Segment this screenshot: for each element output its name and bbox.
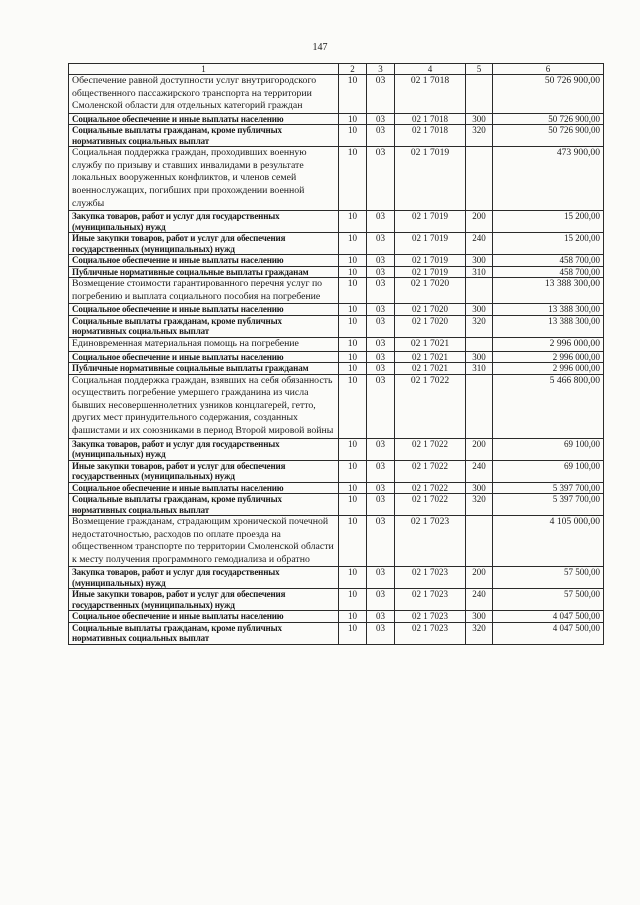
- expense-type-cell: 300: [466, 255, 493, 267]
- subsection-code-cell: 03: [367, 337, 395, 351]
- subsection-code-cell: 03: [367, 278, 395, 304]
- target-article-cell: 02 1 7020: [395, 278, 466, 304]
- subsection-code-cell: 03: [367, 351, 395, 363]
- subsection-code-cell: 03: [367, 266, 395, 278]
- amount-cell: 15 200,00: [493, 211, 604, 233]
- table-row: [69, 460, 604, 482]
- table-header-row: [69, 64, 604, 75]
- table-row: [69, 211, 604, 233]
- column-header: 6: [493, 64, 604, 75]
- subsection-code-cell: 03: [367, 315, 395, 337]
- section-code-cell: 10: [339, 337, 367, 351]
- target-article-cell: 02 1 7022: [395, 460, 466, 482]
- table-row: [69, 438, 604, 460]
- expense-type-cell: 200: [466, 211, 493, 233]
- row-name-cell: Социальная поддержка граждан, взявших на себя обязанность осуществить погребение умершего гражданина из числа бывших несовершеннолетних узников концлагерей, гетто, других мест принудительного содержания, созданных фашистами и их союзниками в период Второй мировой войны: [69, 374, 339, 438]
- expense-type-cell: [466, 147, 493, 211]
- section-code-cell: 10: [339, 460, 367, 482]
- section-code-cell: 10: [339, 622, 367, 644]
- amount-cell: 50 726 900,00: [493, 75, 604, 114]
- amount-cell: 57 500,00: [493, 589, 604, 611]
- target-article-cell: 02 1 7021: [395, 351, 466, 363]
- table-row: [69, 622, 604, 644]
- amount-cell: 2 996 000,00: [493, 363, 604, 375]
- section-code-cell: 10: [339, 494, 367, 516]
- section-code-cell: 10: [339, 125, 367, 147]
- section-code-cell: 10: [339, 255, 367, 267]
- table-row: [69, 147, 604, 211]
- target-article-cell: 02 1 7023: [395, 589, 466, 611]
- row-name-cell: Закупка товаров, работ и услуг для государственных (муниципальных) нужд: [69, 211, 339, 233]
- amount-cell: 4 047 500,00: [493, 611, 604, 623]
- section-code-cell: 10: [339, 438, 367, 460]
- amount-cell: 50 726 900,00: [493, 113, 604, 125]
- page-number: 147: [312, 42, 328, 53]
- section-code-cell: 10: [339, 374, 367, 438]
- subsection-code-cell: 03: [367, 494, 395, 516]
- row-name-cell: Возмещение гражданам, страдающим хронической почечной недостаточностью, расходов по оплате проезда на общественном транспорте по территории Смоленской области к месту получения программного гемодиализа и обратно: [69, 516, 339, 567]
- row-name-cell: Социальные выплаты гражданам, кроме публичных нормативных социальных выплат: [69, 125, 339, 147]
- expense-type-cell: [466, 337, 493, 351]
- subsection-code-cell: 03: [367, 482, 395, 494]
- expense-type-cell: 300: [466, 304, 493, 316]
- table-row: [69, 255, 604, 267]
- table-row: [69, 351, 604, 363]
- amount-cell: 458 700,00: [493, 255, 604, 267]
- expense-type-cell: 300: [466, 482, 493, 494]
- amount-cell: 13 388 300,00: [493, 304, 604, 316]
- table-row: [69, 266, 604, 278]
- table-row: [69, 113, 604, 125]
- budget-table: [68, 63, 604, 645]
- amount-cell: 2 996 000,00: [493, 351, 604, 363]
- amount-cell: 458 700,00: [493, 266, 604, 278]
- table-row: [69, 589, 604, 611]
- table-row: [69, 315, 604, 337]
- target-article-cell: 02 1 7018: [395, 125, 466, 147]
- expense-type-cell: 240: [466, 460, 493, 482]
- target-article-cell: 02 1 7022: [395, 374, 466, 438]
- subsection-code-cell: 03: [367, 147, 395, 211]
- amount-cell: 50 726 900,00: [493, 125, 604, 147]
- row-name-cell: Закупка товаров, работ и услуг для государственных (муниципальных) нужд: [69, 438, 339, 460]
- section-code-cell: 10: [339, 482, 367, 494]
- row-name-cell: Закупка товаров, работ и услуг для государственных (муниципальных) нужд: [69, 567, 339, 589]
- expense-type-cell: [466, 516, 493, 567]
- expense-type-cell: 310: [466, 266, 493, 278]
- row-name-cell: Иные закупки товаров, работ и услуг для обеспечения государственных (муниципальных) нужд: [69, 589, 339, 611]
- column-header: 2: [339, 64, 367, 75]
- expense-type-cell: 300: [466, 113, 493, 125]
- amount-cell: 69 100,00: [493, 460, 604, 482]
- row-name-cell: Социальное обеспечение и иные выплаты населению: [69, 351, 339, 363]
- row-name-cell: Единовременная материальная помощь на погребение: [69, 337, 339, 351]
- section-code-cell: 10: [339, 233, 367, 255]
- target-article-cell: 02 1 7023: [395, 622, 466, 644]
- row-name-cell: Социальные выплаты гражданам, кроме публичных нормативных социальных выплат: [69, 315, 339, 337]
- row-name-cell: Социальное обеспечение и иные выплаты населению: [69, 611, 339, 623]
- section-code-cell: 10: [339, 516, 367, 567]
- amount-cell: 2 996 000,00: [493, 337, 604, 351]
- row-name-cell: Социальная поддержка граждан, проходивших военную службу по призыву и ставших инвалидами в результате локальных вооруженных конфликтов, и членов семей военнослужащих, погибших при прохождении военной службы: [69, 147, 339, 211]
- row-name-cell: Обеспечение равной доступности услуг внутригородского общественного пассажирского транспорта на территории Смоленской области для отдельных категорий граждан: [69, 75, 339, 114]
- column-header: 1: [69, 64, 339, 75]
- column-header: 5: [466, 64, 493, 75]
- amount-cell: 5 397 700,00: [493, 482, 604, 494]
- subsection-code-cell: 03: [367, 75, 395, 114]
- amount-cell: 4 105 000,00: [493, 516, 604, 567]
- target-article-cell: 02 1 7022: [395, 482, 466, 494]
- expense-type-cell: 300: [466, 611, 493, 623]
- row-name-cell: Социальное обеспечение и иные выплаты населению: [69, 113, 339, 125]
- subsection-code-cell: 03: [367, 255, 395, 267]
- table-row: [69, 125, 604, 147]
- section-code-cell: 10: [339, 75, 367, 114]
- section-code-cell: 10: [339, 351, 367, 363]
- expense-type-cell: 320: [466, 125, 493, 147]
- row-name-cell: Возмещение стоимости гарантированного перечня услуг по погребению и выплата социального пособия на погребение: [69, 278, 339, 304]
- amount-cell: 15 200,00: [493, 233, 604, 255]
- target-article-cell: 02 1 7019: [395, 147, 466, 211]
- table-row: [69, 567, 604, 589]
- row-name-cell: Социальные выплаты гражданам, кроме публичных нормативных социальных выплат: [69, 622, 339, 644]
- table-row: [69, 75, 604, 114]
- subsection-code-cell: 03: [367, 125, 395, 147]
- section-code-cell: 10: [339, 211, 367, 233]
- amount-cell: 57 500,00: [493, 567, 604, 589]
- expense-type-cell: 240: [466, 233, 493, 255]
- section-code-cell: 10: [339, 567, 367, 589]
- table-row: [69, 278, 604, 304]
- section-code-cell: 10: [339, 266, 367, 278]
- section-code-cell: 10: [339, 147, 367, 211]
- subsection-code-cell: 03: [367, 589, 395, 611]
- section-code-cell: 10: [339, 363, 367, 375]
- section-code-cell: 10: [339, 315, 367, 337]
- table-row: [69, 482, 604, 494]
- subsection-code-cell: 03: [367, 304, 395, 316]
- expense-type-cell: 240: [466, 589, 493, 611]
- section-code-cell: 10: [339, 304, 367, 316]
- subsection-code-cell: 03: [367, 516, 395, 567]
- target-article-cell: 02 1 7018: [395, 113, 466, 125]
- table-row: [69, 374, 604, 438]
- subsection-code-cell: 03: [367, 374, 395, 438]
- table-row: [69, 611, 604, 623]
- subsection-code-cell: 03: [367, 611, 395, 623]
- expense-type-cell: [466, 374, 493, 438]
- expense-type-cell: 320: [466, 315, 493, 337]
- section-code-cell: 10: [339, 113, 367, 125]
- table-row: [69, 494, 604, 516]
- subsection-code-cell: 03: [367, 438, 395, 460]
- target-article-cell: 02 1 7023: [395, 611, 466, 623]
- expense-type-cell: 200: [466, 567, 493, 589]
- row-name-cell: Социальное обеспечение и иные выплаты населению: [69, 304, 339, 316]
- row-name-cell: Социальные выплаты гражданам, кроме публичных нормативных социальных выплат: [69, 494, 339, 516]
- target-article-cell: 02 1 7022: [395, 438, 466, 460]
- expense-type-cell: [466, 75, 493, 114]
- amount-cell: 4 047 500,00: [493, 622, 604, 644]
- amount-cell: 5 397 700,00: [493, 494, 604, 516]
- target-article-cell: 02 1 7019: [395, 255, 466, 267]
- expense-type-cell: 320: [466, 494, 493, 516]
- row-name-cell: Иные закупки товаров, работ и услуг для обеспечения государственных (муниципальных) нужд: [69, 460, 339, 482]
- expense-type-cell: 300: [466, 351, 493, 363]
- target-article-cell: 02 1 7022: [395, 494, 466, 516]
- target-article-cell: 02 1 7020: [395, 304, 466, 316]
- table-row: [69, 304, 604, 316]
- target-article-cell: 02 1 7021: [395, 363, 466, 375]
- amount-cell: 473 900,00: [493, 147, 604, 211]
- target-article-cell: 02 1 7023: [395, 567, 466, 589]
- row-name-cell: Социальное обеспечение и иные выплаты населению: [69, 482, 339, 494]
- section-code-cell: 10: [339, 589, 367, 611]
- subsection-code-cell: 03: [367, 363, 395, 375]
- target-article-cell: 02 1 7019: [395, 211, 466, 233]
- section-code-cell: 10: [339, 278, 367, 304]
- table-row: [69, 337, 604, 351]
- column-header: 3: [367, 64, 395, 75]
- row-name-cell: Социальное обеспечение и иные выплаты населению: [69, 255, 339, 267]
- subsection-code-cell: 03: [367, 460, 395, 482]
- amount-cell: 5 466 800,00: [493, 374, 604, 438]
- target-article-cell: 02 1 7019: [395, 266, 466, 278]
- target-article-cell: 02 1 7019: [395, 233, 466, 255]
- amount-cell: 13 388 300,00: [493, 278, 604, 304]
- expense-type-cell: 320: [466, 622, 493, 644]
- table-row: [69, 363, 604, 375]
- target-article-cell: 02 1 7018: [395, 75, 466, 114]
- table-row: [69, 516, 604, 567]
- target-article-cell: 02 1 7023: [395, 516, 466, 567]
- target-article-cell: 02 1 7020: [395, 315, 466, 337]
- row-name-cell: Публичные нормативные социальные выплаты гражданам: [69, 266, 339, 278]
- table-row: [69, 233, 604, 255]
- column-header: 4: [395, 64, 466, 75]
- table-body: [69, 75, 604, 645]
- amount-cell: 69 100,00: [493, 438, 604, 460]
- row-name-cell: Иные закупки товаров, работ и услуг для обеспечения государственных (муниципальных) нужд: [69, 233, 339, 255]
- expense-type-cell: [466, 278, 493, 304]
- row-name-cell: Публичные нормативные социальные выплаты гражданам: [69, 363, 339, 375]
- subsection-code-cell: 03: [367, 622, 395, 644]
- target-article-cell: 02 1 7021: [395, 337, 466, 351]
- subsection-code-cell: 03: [367, 233, 395, 255]
- section-code-cell: 10: [339, 611, 367, 623]
- subsection-code-cell: 03: [367, 113, 395, 125]
- subsection-code-cell: 03: [367, 211, 395, 233]
- expense-type-cell: 310: [466, 363, 493, 375]
- expense-type-cell: 200: [466, 438, 493, 460]
- amount-cell: 13 388 300,00: [493, 315, 604, 337]
- subsection-code-cell: 03: [367, 567, 395, 589]
